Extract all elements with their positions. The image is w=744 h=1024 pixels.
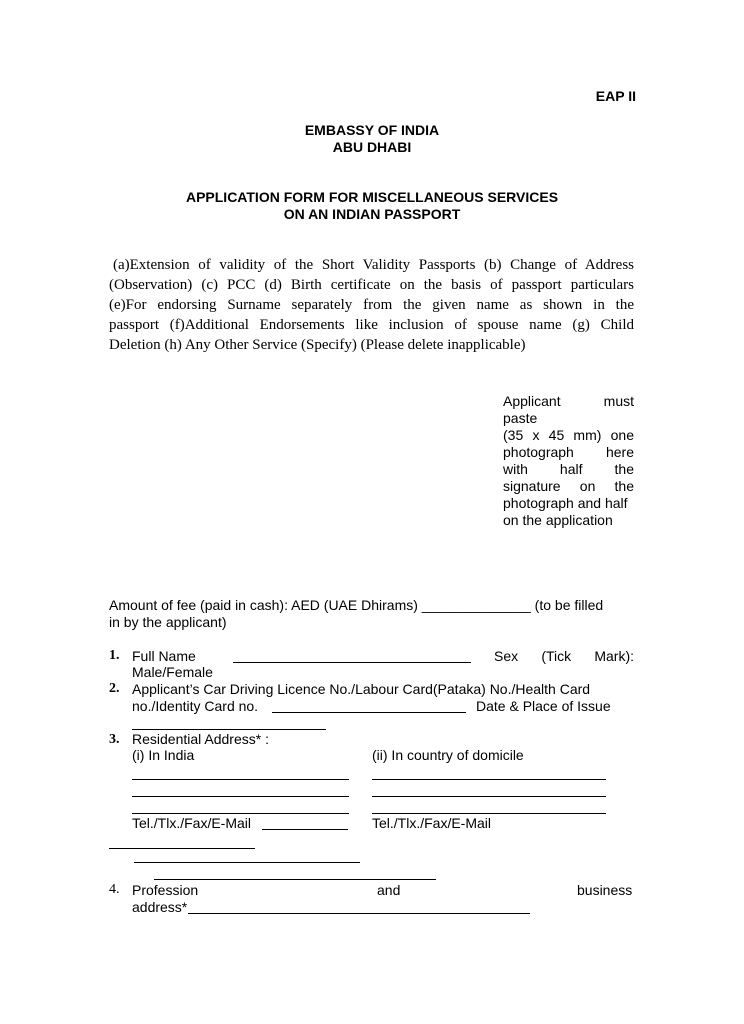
identity-card-label: no./Identity Card no. [132, 698, 259, 714]
sex-options[interactable]: Male/Female [132, 664, 213, 680]
contact-extra-line-3[interactable] [154, 879, 436, 880]
full-name-label: Full Name [132, 648, 196, 664]
embassy-name: EMBASSY OF INDIA [304, 122, 440, 138]
domicile-address-line-2[interactable] [372, 796, 606, 797]
date-place-issue-field[interactable] [132, 729, 326, 730]
intro-line: passport (f)Additional Endorsements like inclusion of spouse name (g) Child [109, 317, 634, 333]
intro-line: Deletion (h) Any Other Service (Specify) (Please delete inapplicable) [109, 337, 526, 353]
photo-line: with half the [503, 461, 634, 477]
india-address-line-3[interactable] [132, 813, 349, 814]
embassy-city: ABU DHABI [332, 139, 412, 155]
date-place-issue-label: Date & Place of Issue [476, 698, 611, 714]
and-label: and [377, 882, 401, 898]
india-address-line-2[interactable] [132, 796, 349, 797]
photo-line: (35 x 45 mm) one [503, 427, 634, 443]
form-title-line2: ON AN INDIAN PASSPORT [283, 206, 461, 222]
business-address-label: address* [132, 899, 188, 915]
india-address-label: (i) In India [132, 747, 195, 763]
contact-extra-line-2[interactable] [134, 862, 360, 863]
domicile-address-line-1[interactable] [372, 779, 606, 780]
intro-line: (e)For endorsing Surname separately from the given name as shown in the [109, 297, 634, 313]
domicile-address-label: (ii) In country of domicile [372, 747, 524, 763]
item-number: 4. [109, 882, 120, 897]
photo-line: on the application [503, 512, 613, 528]
business-label: business [577, 882, 633, 898]
domicile-address-line-3[interactable] [372, 813, 606, 814]
contact-extra-line-1[interactable] [109, 848, 255, 849]
sex-label: Sex (Tick Mark): [494, 648, 634, 664]
photo-line: photograph here [503, 444, 634, 460]
item-number: 1. [109, 648, 120, 663]
photo-line: paste [503, 410, 538, 426]
india-tel-label: Tel./Tlx./Fax/E-Mail [132, 815, 252, 831]
residential-address-label: Residential Address* : [132, 731, 269, 747]
intro-line: (Observation) (c) PCC (d) Birth certificate on the basis of passport particulars [109, 277, 634, 293]
photo-line: Applicant must [503, 393, 634, 409]
business-address-field[interactable] [188, 913, 530, 914]
domicile-tel-label: Tel./Tlx./Fax/E-Mail [372, 815, 492, 831]
india-tel-field[interactable] [262, 829, 348, 830]
intro-line: (a)Extension of validity of the Short Validity Passports (b) Change of Address [113, 257, 634, 273]
profession-label: Profession [132, 882, 199, 898]
full-name-field[interactable] [233, 662, 471, 663]
fee-line1: Amount of fee (paid in cash): AED (UAE Dhirams) ______________ (to be filled [109, 597, 604, 613]
fee-line2: in by the applicant) [109, 614, 227, 630]
item-number: 2. [109, 681, 120, 696]
licence-label: Applicant’s Car Driving Licence No./Labour Card(Pataka) No./Health Card [132, 681, 591, 697]
form-code: EAP II [595, 88, 636, 104]
photo-line: signature on the [503, 478, 634, 494]
form-title-line1: APPLICATION FORM FOR MISCELLANEOUS SERVICES [185, 189, 559, 205]
identity-card-field[interactable] [272, 712, 466, 713]
photo-line: photograph and half [503, 495, 628, 511]
item-number: 3. [109, 732, 120, 747]
india-address-line-1[interactable] [132, 779, 349, 780]
